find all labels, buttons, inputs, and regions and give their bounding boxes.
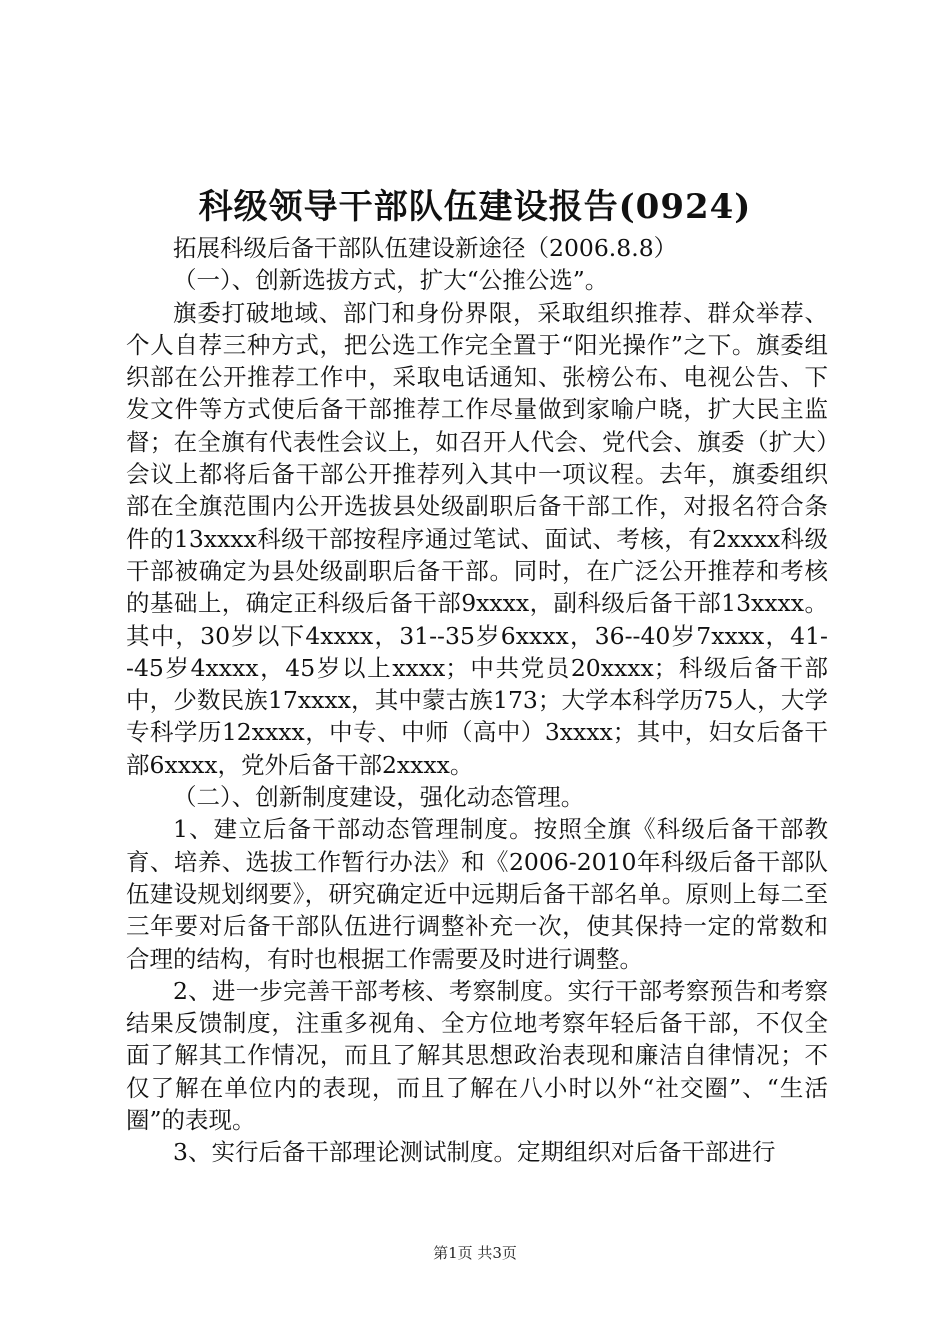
subtitle-paragraph: 拓展科级后备干部队伍建设新途径（2006.8.8） [173, 234, 678, 262]
section-heading-2: （二）、创新制度建设，强化动态管理。 [173, 783, 585, 812]
page-footer: 第1页 共3页 [433, 1244, 517, 1262]
body-paragraph: 旗委打破地域、部门和身份界限，采取组织推荐、群众举荐、个人自荐三种方式，把公选工作完全置于“阳光操作”之下。旗委组织部在公开推荐工作中，采取电话通知、张榜公布、电视公告、下发文件等方式使后备干部推荐工作尽量做到家喻户晓，扩大民主监督；在全旗有代表性会议上，如召开人代会、党代会、旗委（扩大）会议上都将后备干部公开推荐列入其中一项议程。去年，旗委组织部在全旗范围内公开选拔县处级副职后备干部工作，对报名符合条件的13xxxx科级干部按程序通过笔试、面试、考核，有2xxxx科级干部被确定为县处级副职后备干部。同时，在广泛公开推荐和考核的基础上，确定正科级后备干部9xxxx，副科级后备干部13xxxx。其中，30岁以下4xxxx，31--35岁6xxxx，36--40岁7xxxx，41--45岁4xxxx，45岁以上xxxx；中共党员20xxxx；科级后备干部中，少数民族17xxxx，其中蒙古族173；大学本科学历75人，大学专科学历12xxxx，中专、中师（高中）3xxxx；其中，妇女后备干部6xxxx，党外后备干部2xxxx。 [126, 298, 828, 779]
document-title: 科级领导干部队伍建设报告(0924) [198, 187, 752, 227]
document-body [126, 232, 828, 1169]
section-heading-1: （一）、创新选拔方式，扩大“公推公选”。 [173, 266, 609, 295]
body-paragraph: 1、建立后备干部动态管理制度。按照全旗《科级后备干部教育、培养、选拔工作暂行办法》和《2006-2010年科级后备干部队伍建设规划纲要》，研究确定近中远期后备干部名单。原则上每二至三年要对后备干部队伍进行调整补充一次，使其保持一定的常数和合理的结构，有时也根据工作需要及时进行调整。 [126, 815, 828, 973]
body-paragraph: 2、进一步完善干部考核、考察制度。实行干部考察预告和考察结果反馈制度，注重多视角、全方位地考察年轻后备干部，不仅全面了解其工作情况，而且了解其思想政治表现和廉洁自律情况；不仅了解在单位内的表现，而且了解在八小时以外“社交圈”、“生活圈”的表现。 [126, 976, 828, 1135]
body-paragraph: 3、实行后备干部理论测试制度。定期组织对后备干部进行 [173, 1138, 776, 1167]
